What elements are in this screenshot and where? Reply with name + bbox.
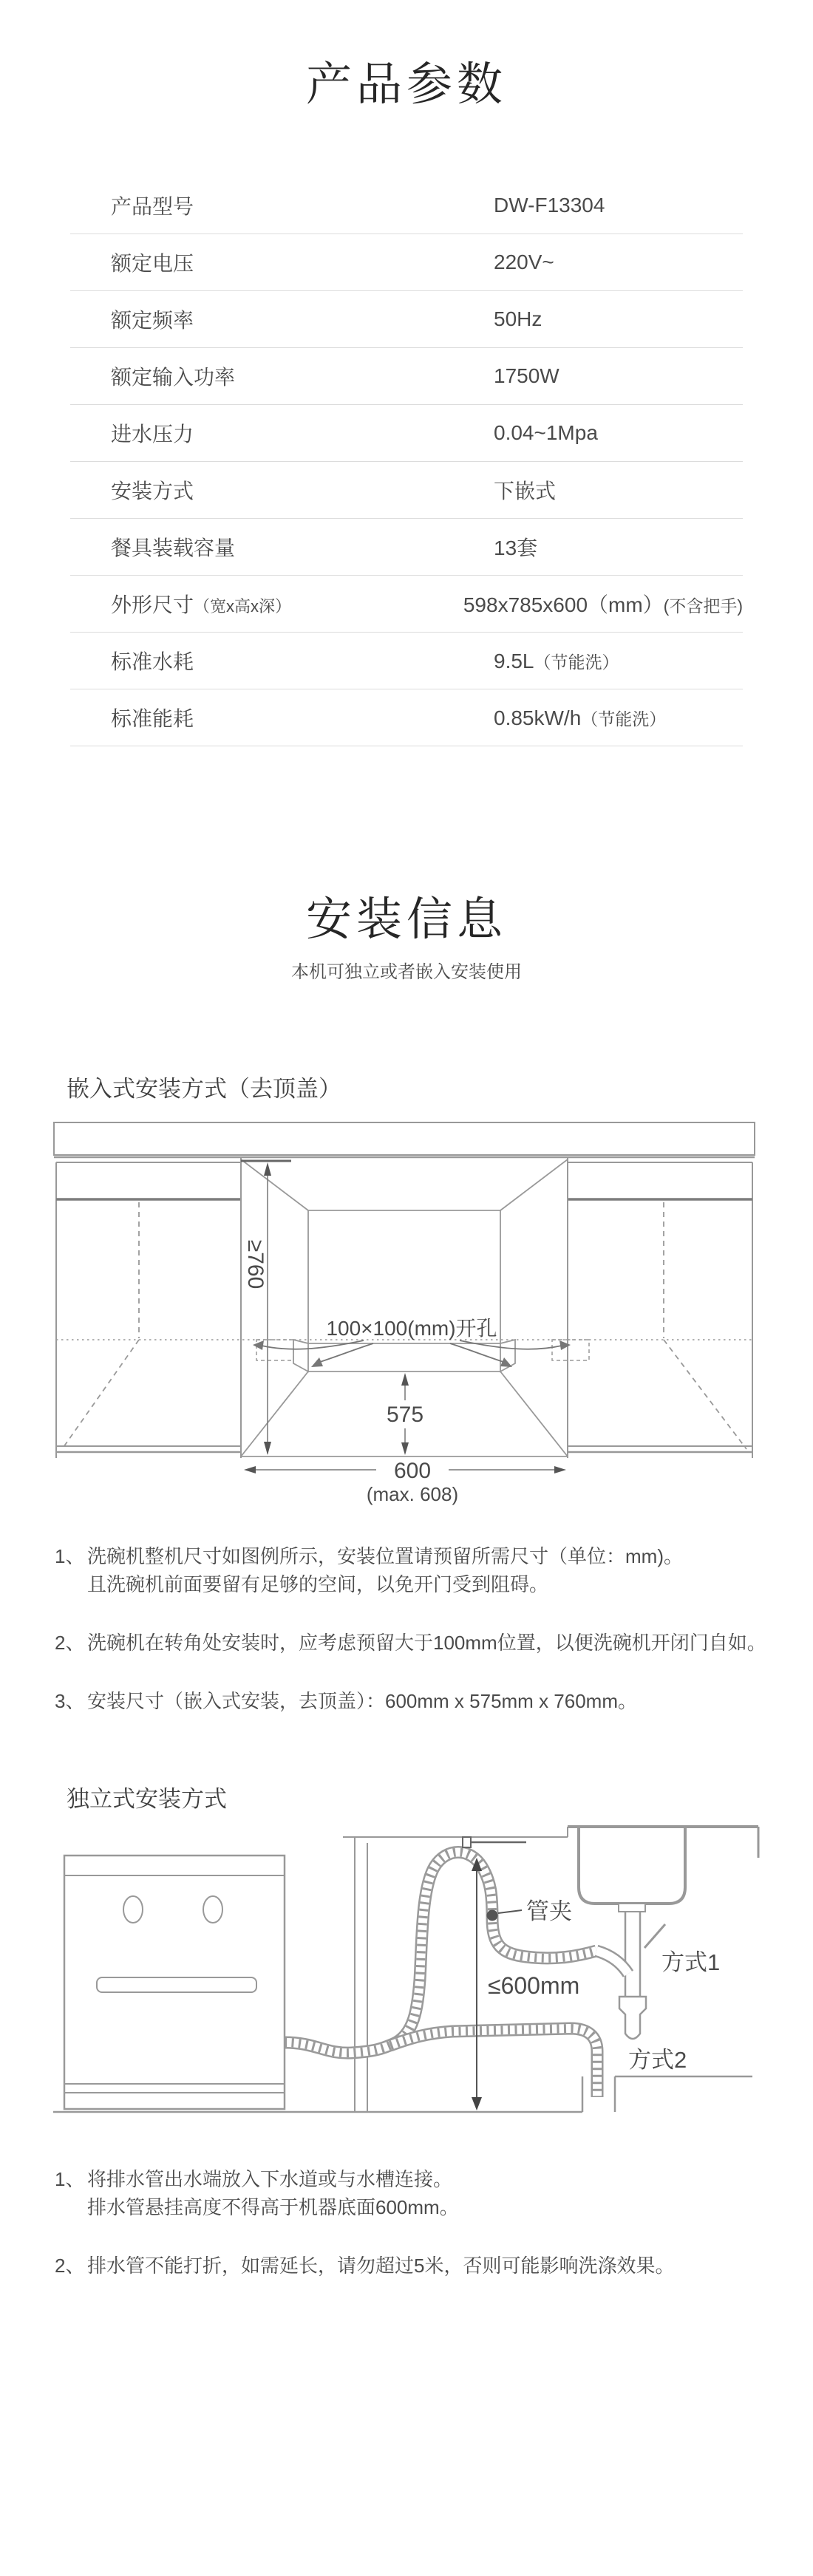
note-line: 安装尺寸（嵌入式安装，去顶盖）：600mm x 575mm x 760mm。 <box>87 1689 637 1712</box>
right-cabinet-illustration <box>568 1162 752 1458</box>
install-info-subtitle: 本机可独立或者嵌入安装使用 <box>291 961 522 982</box>
spec-value-note: （节能洗） <box>581 709 667 729</box>
spec-value: 0.85kW/h（节能洗） <box>494 706 667 729</box>
spec-value-note: (不含把手) <box>663 596 743 616</box>
dim-height-label: ≥760 <box>243 1239 268 1289</box>
sink-illustration <box>568 1827 758 1904</box>
builtin-install-diagram <box>44 1117 769 1508</box>
note-line: 将排水管出水端放入下水道或与水槽连接。 <box>87 2167 453 2190</box>
builtin-install-notes <box>55 1542 813 1715</box>
method1-label: 方式1 <box>661 1949 721 1975</box>
builtin-install-heading: 嵌入式安装方式（去顶盖） <box>67 1075 341 1102</box>
max-height-label: ≤600mm <box>488 1972 580 1999</box>
spec-label: 标准水耗 <box>111 650 194 674</box>
table-row <box>70 689 743 746</box>
spec-value: 下嵌式 <box>494 480 557 503</box>
note-line: 且洗碗机前面要留有足够的空间，以免开门受到阻碍。 <box>87 1572 549 1595</box>
table-row <box>70 405 743 462</box>
spec-label: 进水压力 <box>111 423 194 446</box>
page-title-product-params: 产品参数 <box>305 59 507 110</box>
dim-depth-label: 575 <box>386 1402 424 1427</box>
pipe-clamp <box>487 1909 523 1921</box>
spec-label: 标准能耗 <box>111 707 194 731</box>
spec-label: 额定频率 <box>111 309 194 333</box>
note-number: 3、 <box>55 1689 85 1712</box>
freestanding-install-heading: 独立式安装方式 <box>67 1785 227 1812</box>
note-number: 2、 <box>55 2254 85 2277</box>
dim-width-label: 600 <box>393 1458 432 1483</box>
left-cabinet-illustration <box>56 1162 241 1458</box>
spec-value: 220V~ <box>494 251 554 274</box>
table-row <box>70 519 743 576</box>
note-item <box>55 2165 813 2221</box>
freestanding-install-diagram <box>44 1821 769 2116</box>
note-item <box>55 1629 813 1657</box>
spec-label-note: （宽x高x深） <box>194 597 292 616</box>
dim-height <box>241 1161 291 1455</box>
spec-table <box>70 177 743 746</box>
note-line: 排水管不能打折，如需延长，请勿超过5米，否则可能影响洗涤效果。 <box>87 2254 675 2277</box>
hose-bracket <box>463 1837 526 1847</box>
floor-drain-illustration <box>582 2076 752 2112</box>
spec-label: 额定输入功率 <box>111 366 236 389</box>
dim-width-max-label: (max. 608) <box>366 1482 459 1505</box>
cutout-label: 100×100(mm)开孔 <box>326 1316 497 1340</box>
cutout-marks <box>256 1340 589 1372</box>
table-row <box>70 633 743 689</box>
drain-hose-method2 <box>390 2028 597 2097</box>
table-row <box>70 348 743 405</box>
freestanding-install-notes <box>55 2165 813 2280</box>
note-line: 洗碗机在转角处安装时，应考虑预留大于100mm位置，以便洗碗机开闭门自如。 <box>87 1631 766 1654</box>
note-number: 1、 <box>55 1544 85 1567</box>
spec-value: 1750W <box>494 364 559 388</box>
clamp-label: 管夹 <box>526 1898 572 1924</box>
spec-value: 9.5L（节能洗） <box>494 649 619 672</box>
spec-value-note: （节能洗） <box>534 652 619 672</box>
spec-value: 0.04~1Mpa <box>494 421 598 445</box>
spec-value: 598x785x600（mm）(不含把手) <box>463 593 743 617</box>
table-row <box>70 177 743 234</box>
spec-label: 安装方式 <box>111 480 194 503</box>
spec-label: 产品型号 <box>111 195 194 219</box>
method2-label: 方式2 <box>628 2046 687 2073</box>
spec-value: 50Hz <box>494 307 542 331</box>
table-row <box>70 462 743 519</box>
page-title-install-info: 安装信息 <box>305 894 507 946</box>
countertop-illustration <box>54 1122 755 1157</box>
table-row <box>70 576 743 633</box>
spec-value: DW-F13304 <box>494 194 605 217</box>
note-item <box>55 1542 813 1598</box>
note-line: 排水管悬挂高度不得高于机器底面600mm。 <box>87 2195 459 2218</box>
dishwasher-illustration <box>64 1856 285 2109</box>
dim-max-height <box>472 1858 482 2110</box>
spec-label: 额定电压 <box>111 252 194 276</box>
spec-value: 13套 <box>494 536 538 560</box>
note-number: 1、 <box>55 2167 85 2190</box>
table-row <box>70 291 743 348</box>
note-item <box>55 2252 813 2280</box>
note-item <box>55 1687 813 1715</box>
spec-label: 餐具装载容量 <box>111 536 236 560</box>
note-number: 2、 <box>55 1631 85 1654</box>
note-line: 洗碗机整机尺寸如图例所示，安装位置请预留所需尺寸（单位：mm)。 <box>87 1544 683 1567</box>
table-row <box>70 234 743 291</box>
spec-label: 外形尺寸（宽x高x深） <box>111 593 292 617</box>
